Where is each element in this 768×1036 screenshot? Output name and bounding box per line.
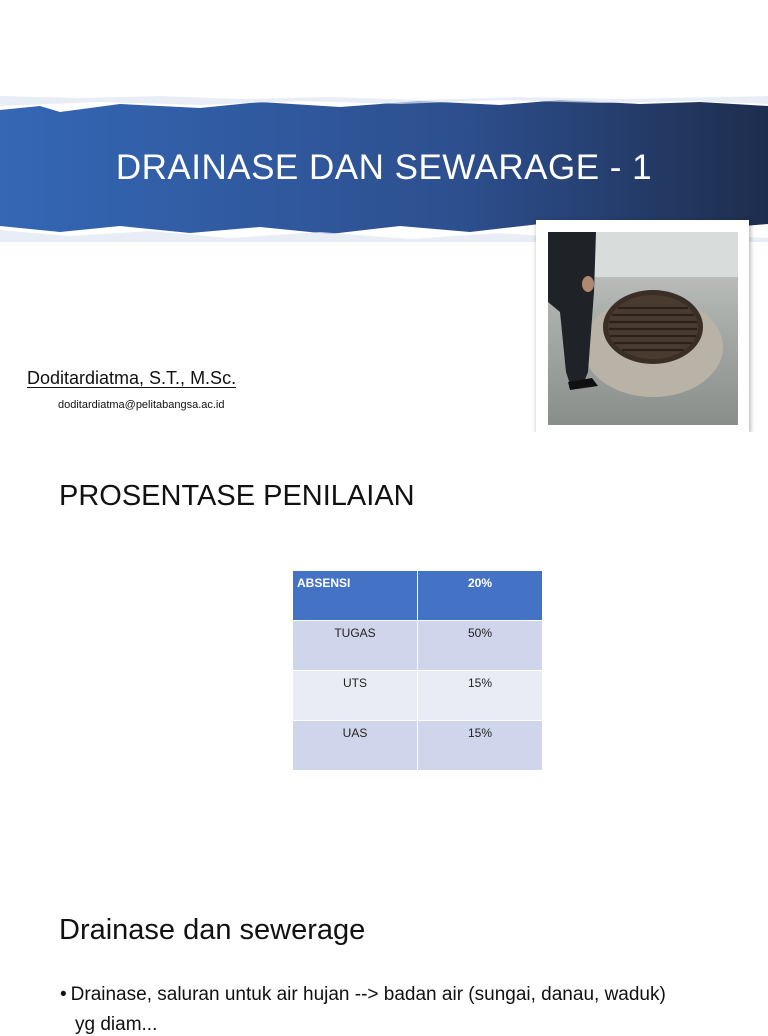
bullet-dot-icon: • xyxy=(60,984,67,1005)
grading-slide xyxy=(0,432,768,864)
table-cell: TUGAS xyxy=(293,621,418,671)
table-row xyxy=(293,671,543,721)
table-header-row xyxy=(293,571,543,621)
bullet-continuation: yg diam... xyxy=(75,1014,158,1035)
title-slide xyxy=(0,0,768,432)
intro-heading: Drainase dan sewerage xyxy=(59,914,366,946)
table-row xyxy=(293,721,543,771)
table-row xyxy=(293,621,543,671)
manhole-photo xyxy=(536,220,749,432)
table-cell: 15% xyxy=(418,721,543,771)
grading-table xyxy=(292,570,543,771)
intro-slide xyxy=(0,864,768,1035)
grading-heading: PROSENTASE PENILAIAN xyxy=(59,480,415,512)
author-name: Doditardiatma, S.T., M.Sc. xyxy=(27,368,237,388)
bullet-item xyxy=(60,984,666,1006)
bullet-text: Drainase, saluran untuk air hujan --> badan air (sungai, danau, waduk) xyxy=(70,984,666,1005)
table-cell: 50% xyxy=(418,621,543,671)
table-cell: 20% xyxy=(418,571,543,621)
author-email: doditardiatma@pelitabangsa.ac.id xyxy=(58,399,225,411)
manhole-image xyxy=(548,232,738,425)
table-cell: UAS xyxy=(293,721,418,771)
table-cell: ABSENSI xyxy=(293,571,418,621)
table-cell: UTS xyxy=(293,671,418,721)
slide-title: DRAINASE DAN SEWARAGE - 1 xyxy=(115,148,653,187)
table-cell: 15% xyxy=(418,671,543,721)
